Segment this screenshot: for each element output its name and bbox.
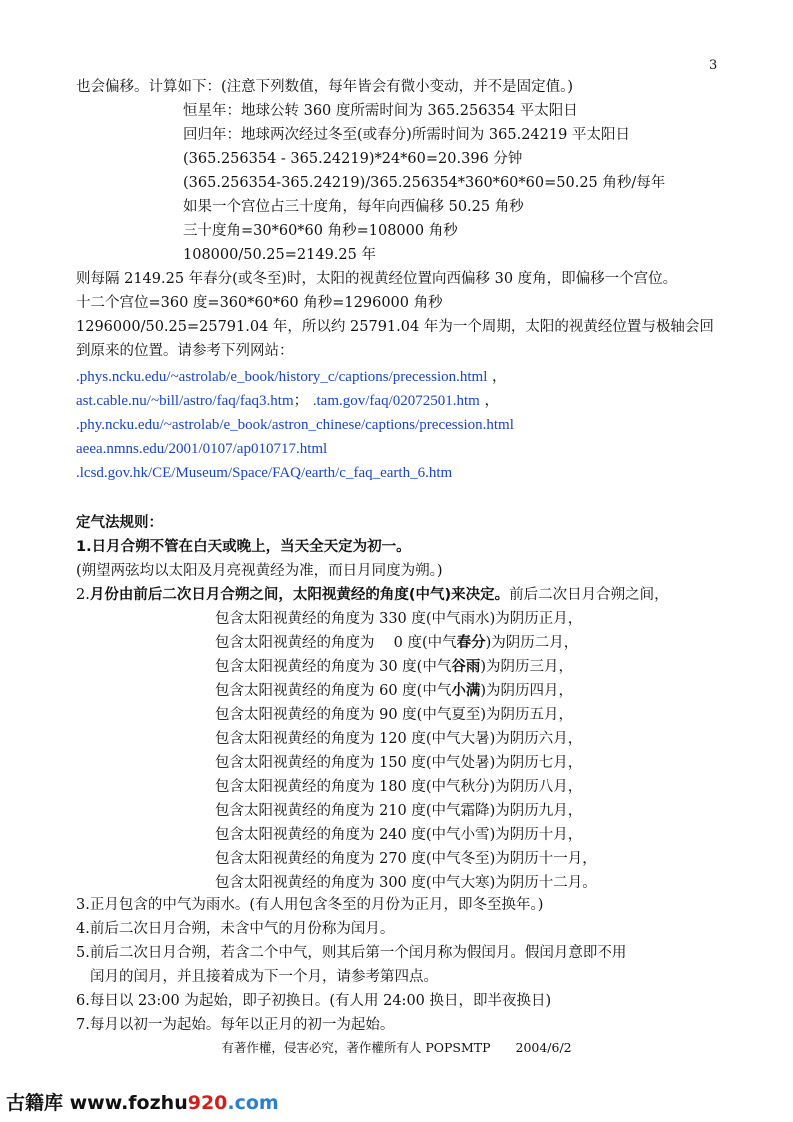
calc-line: 108000/50.25=2149.25 年 [183, 247, 376, 263]
calc-line: 如果一个宫位占三十度角，每年向西偏移 50.25 角秒 [183, 199, 524, 215]
rule-1: 1.日月合朔不管在白天或晚上，当天全天定为初一。 [76, 539, 411, 555]
month-rule-line: 包含太阳视黄经的角度为 180 度(中气秋分)为阴历八月， [215, 779, 583, 795]
reference-link[interactable]: .phys.ncku.edu/~astrolab/e_book/history_c/captions/precession.html [76, 369, 488, 385]
rule-4: 4.前后二次日月合朔，未含中气的月份称为闰月。 [76, 921, 395, 937]
reference-link[interactable]: aeea.nmns.edu/2001/0107/ap010717.html [76, 441, 328, 457]
calc-line: 回归年：地球两次经过冬至(或春分)所需时间为 365.24219 平太阳日 [183, 127, 630, 143]
site-watermark: 古籍库 www.fozhu920.com [6, 1092, 279, 1114]
month-rule-line: 包含太阳视黄经的角度为 90 度(中气夏至)为阴历五月， [215, 707, 573, 723]
rules-heading: 定气法规则： [76, 515, 163, 531]
link-row-2: ast.cable.nu/~bill/astro/faq/faq3.htm； .tam.gov/faq/02072501.htm ， [76, 393, 499, 409]
rule-5-line-1: 5.前后二次日月合朔，若含二个中气，则其后第一个闰月称为假闰月。假闰月意即不用 [76, 945, 627, 961]
month-rule-line: 包含太阳视黄经的角度为 150 度(中气处暑)为阴历七月， [215, 755, 583, 771]
rule-6: 6.每日以 23:00 为起始，即子初换日。(有人用 24:00 换日，即半夜换日) [76, 993, 552, 1009]
body-line: 十二个宫位=360 度=360*60*60 角秒=1296000 角秒 [76, 295, 443, 311]
month-rule-line: 包含太阳视黄经的角度为 210 度(中气霜降)为阴历九月， [215, 803, 583, 819]
month-rule-line: 包含太阳视黄经的角度为 300 度(中气大寒)为阴历十二月。 [215, 875, 597, 891]
reference-link[interactable]: .phy.ncku.edu/~astrolab/e_book/astron_chinese/captions/precession.html [76, 417, 514, 433]
link-row-5 [76, 462, 452, 484]
rule-7: 7.每月以初一为起始。每年以正月的初一为起始。 [76, 1017, 395, 1033]
body-line: 则每隔 2149.25 年春分(或冬至)时，太阳的视黄经位置向西偏移 30 度角，即偏移一个宫位。 [76, 271, 678, 287]
rule-1-note: (朔望两弦均以太阳及月亮视黄经为准，而日月同度为朔。) [76, 563, 443, 579]
copyright-footer: 有著作權，侵害必究，著作權所有人 POPSMTP 2004/6/2 [221, 1040, 572, 1055]
month-rule-line: 包含太阳视黄经的角度为 0 度(中气春分)为阴历二月， [215, 635, 579, 651]
reference-link[interactable]: .tam.gov/faq/02072501.htm [312, 393, 480, 409]
month-rule-line: 包含太阳视黄经的角度为 120 度(中气大暑)为阴历六月， [215, 731, 583, 747]
body-line: 1296000/50.25=25791.04 年，所以约 25791.04 年为一个周期，太阳的视黄经位置与极轴会回 [76, 319, 714, 335]
calc-line: 恒星年：地球公转 360 度所需时间为 365.256354 平太阳日 [183, 103, 578, 119]
link-row-3 [76, 414, 514, 436]
page-number: 3 [709, 58, 718, 73]
month-rule-line: 包含太阳视黄经的角度为 60 度(中气小满)为阴历四月， [215, 683, 573, 699]
month-rule-line: 包含太阳视黄经的角度为 240 度(中气小雪)为阴历十月， [215, 827, 583, 843]
rule-3: 3.正月包含的中气为雨水。(有人用包含冬至的月份为正月，即冬至换年。) [76, 897, 544, 913]
intro-line: 也会偏移。计算如下：(注意下列数值，每年皆会有微小变动，并不是固定值。) [76, 79, 574, 95]
calc-line: (365.256354-365.24219)/365.256354*360*60*60=50.25 角秒/每年 [183, 175, 666, 191]
link-row-4 [76, 438, 327, 460]
reference-link[interactable]: .lcsd.gov.hk/CE/Museum/Space/FAQ/earth/c_faq_earth_6.htm [76, 465, 453, 481]
rule-5-line-2: 闰月的闰月，并且接着成为下一个月，请参考第四点。 [90, 969, 438, 985]
link-row-1: .phys.ncku.edu/~astrolab/e_book/history_c/captions/precession.html ， [76, 369, 507, 385]
calc-line: 三十度角=30*60*60 角秒=108000 角秒 [183, 223, 458, 239]
body-line: 到原来的位置。请参考下列网站： [76, 343, 294, 359]
rule-2: 2.月份由前后二次日月合朔之间，太阳视黄经的角度(中气)来决定。前后二次日月合朔之间， [76, 587, 669, 603]
calc-line: (365.256354 - 365.24219)*24*60=20.396 分钟 [183, 151, 523, 167]
month-rule-line: 包含太阳视黄经的角度为 330 度(中气雨水)为阴历正月， [215, 611, 583, 627]
month-rule-line: 包含太阳视黄经的角度为 270 度(中气冬至)为阴历十一月， [215, 851, 597, 867]
reference-link[interactable]: ast.cable.nu/~bill/astro/faq/faq3.htm [76, 393, 294, 409]
month-rule-line: 包含太阳视黄经的角度为 30 度(中气谷雨)为阴历三月， [215, 659, 573, 675]
